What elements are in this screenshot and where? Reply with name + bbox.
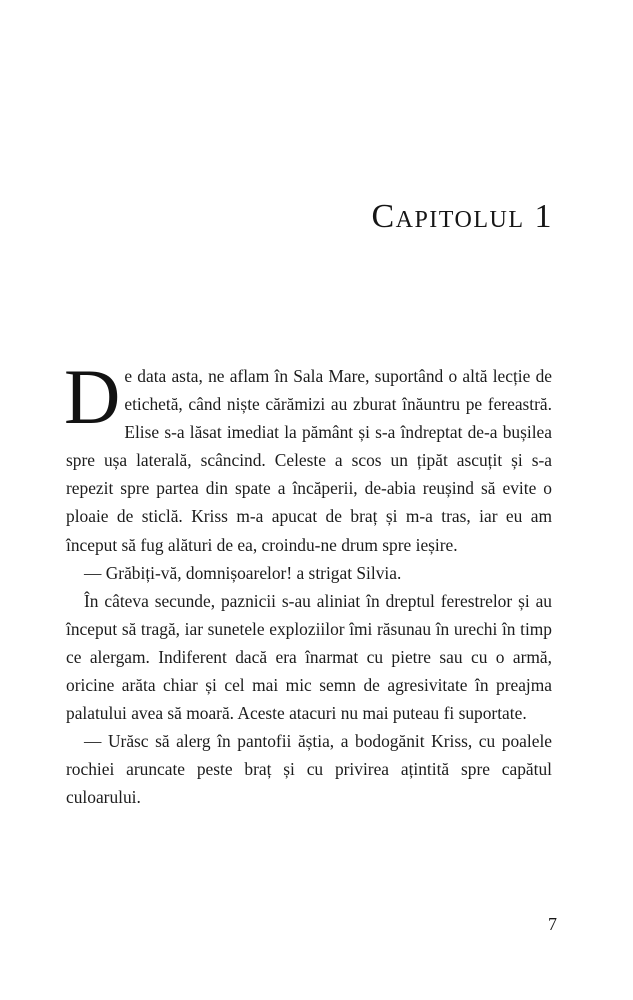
paragraph-4: — Urăsc să alerg în pantofii ăștia, a bodogănit Kriss, cu poalele rochiei aruncate peste braț și cu privirea ațintită spre capătul culoarului. <box>66 731 552 808</box>
drop-cap: D <box>64 353 121 440</box>
paragraph-2: — Grăbiți-vă, domnișoarelor! a strigat Silvia. <box>84 562 402 583</box>
paragraph-1 <box>64 353 552 559</box>
paragraph-1-text: e data asta, ne aflam în Sala Mare, suportând o altă lecție de etichetă, când niște cărămizi au zburat înăuntru pe fereastră. Elise s-a lăsat imediat la pământ și s-a îndreptat de-a bușilea spre ușa laterală, scâncind. Celeste a scos un țipăt ascuțit și s-a repezit spre partea din spate a încăperii, de-abia reușind să evite o ploaie de sticlă. Kriss m-a apucat de braț și m-a tras, iar eu am început să fug alături de ea, croindu-ne drum spre ieșire. <box>66 366 552 555</box>
paragraph-3: În câteva secunde, paznicii s-au aliniat în dreptul ferestrelor și au început să tragă, iar sunetele exploziilor îmi răsunau în urechi în timp ce alergam. Indiferent dacă era înarmat cu pietre sau cu o armă, oricine arăta chiar și cel mai mic semn de agresivitate în preajma palatului avea să moară. Aceste atacuri nu mai puteau fi suportate. <box>66 590 552 724</box>
chapter-text <box>64 353 552 812</box>
page-number: 7 <box>548 914 557 934</box>
chapter-title: Capitolul 1 <box>371 198 553 235</box>
